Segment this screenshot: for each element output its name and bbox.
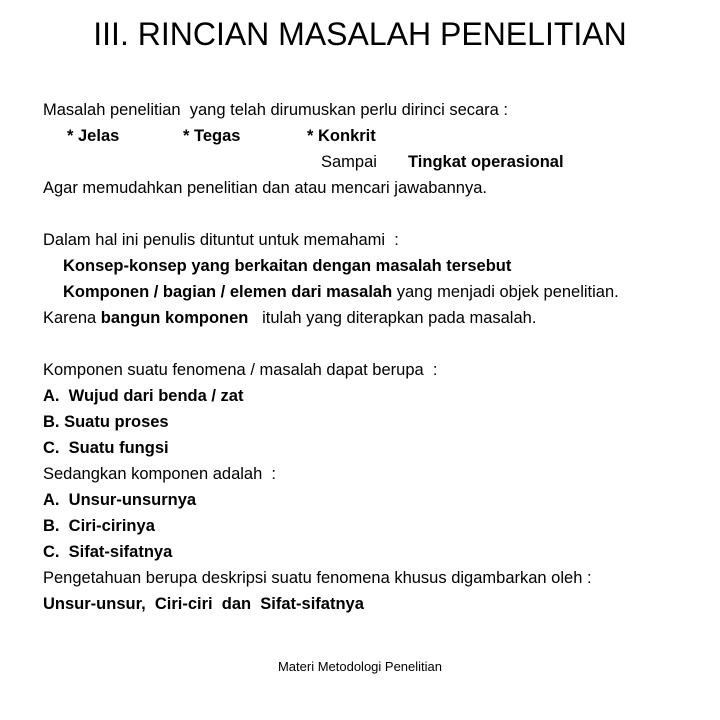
list-item-text: C. Sifat-sifatnya [43, 543, 173, 561]
list-item-text: C. Suatu fungsi [43, 439, 169, 457]
criteria-tegas [183, 126, 240, 146]
summary-text: Unsur-unsur, Ciri-ciri dan Sifat-sifatnya [43, 595, 364, 613]
list-item [43, 542, 172, 562]
page-title: III. RINCIAN MASALAH PENELITIAN [93, 16, 627, 52]
sampai-text: Sampai [321, 153, 377, 171]
point-konsep [63, 256, 511, 276]
tingkat-label: Tingkat operasional [408, 153, 564, 171]
summary-line [43, 594, 364, 614]
karena-line [43, 308, 536, 328]
point-konsep-text: Konsep-konsep yang berkaitan dengan masalah tersebut [63, 257, 512, 275]
list-item-text: B. Suatu proses [43, 413, 169, 431]
list-item [43, 516, 155, 536]
karena-start: Karena [43, 309, 101, 327]
karena-bold: bangun komponen [100, 309, 249, 327]
section1-intro: Masalah penelitian yang telah dirumuskan perlu dirinci secara : [43, 101, 509, 119]
point-komponen [63, 282, 619, 302]
list-item-text: B. Ciri-cirinya [43, 517, 155, 535]
section3-intro2: Sedangkan komponen adalah : [43, 465, 277, 483]
tingkat-text [408, 152, 564, 172]
list-item-text: A. Unsur-unsurnya [43, 491, 197, 509]
karena-end: itulah yang diterapkan pada masalah. [248, 309, 537, 327]
criteria-label: * Konkrit [307, 127, 376, 145]
knowledge-text: Pengetahuan berupa deskripsi suatu fenomena khusus digambarkan oleh : [43, 569, 592, 587]
point-komponen-bold: Komponen / bagian / elemen dari masalah [63, 283, 393, 301]
list-item [43, 438, 169, 458]
criteria-konkrit [307, 126, 376, 146]
point-komponen-rest: yang menjadi objek penelitian. [392, 283, 619, 301]
list-item [43, 386, 243, 406]
section3-intro: Komponen suatu fenomena / masalah dapat berupa : [43, 361, 438, 379]
criteria-label: * Jelas [67, 127, 120, 145]
list-item [43, 490, 196, 510]
footer: Materi Metodologi Penelitian [277, 659, 443, 674]
list-item-text: A. Wujud dari benda / zat [43, 387, 244, 405]
purpose-text: Agar memudahkan penelitian dan atau mencari jawabannya. [43, 179, 487, 197]
section2-intro: Dalam hal ini penulis dituntut untuk memahami : [43, 231, 399, 249]
criteria-jelas [67, 126, 119, 146]
list-item [43, 412, 169, 432]
criteria-label: * Tegas [183, 127, 241, 145]
